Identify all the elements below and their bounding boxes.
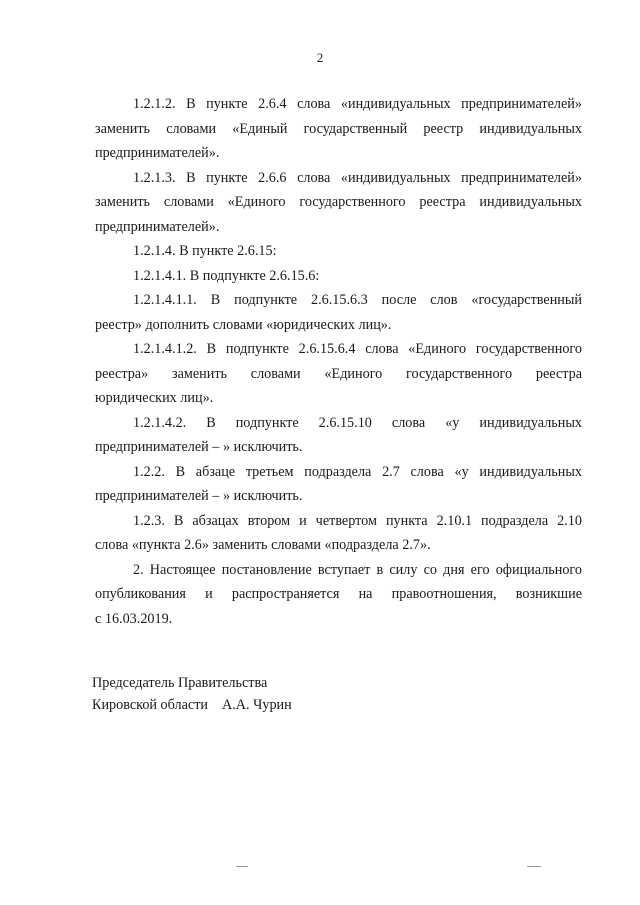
document-body — [95, 92, 582, 631]
signatory-name: А.А. Чурин — [222, 697, 292, 713]
text-line: предпринимателей – » исключить. — [95, 439, 303, 455]
scan-artifact — [527, 866, 541, 867]
text-line: 1.2.2. В абзаце третьем подраздела 2.7 слова «у индивидуальных — [133, 463, 582, 480]
signatory-title: Председатель Правительства — [92, 675, 268, 691]
text-line: 1.2.1.4.1.2. В подпункте 2.6.15.6.4 слова «Единого государственного — [133, 341, 582, 357]
text-line: реестр» дополнить словами «юридических лиц». — [95, 316, 392, 333]
signature-block — [92, 672, 292, 716]
text-line: 1.2.1.4.1. В подпункте 2.6.15.6: — [133, 267, 320, 284]
scan-artifact — [236, 866, 248, 867]
text-line: заменить словами «Единый государственный реестр индивидуальных — [95, 120, 582, 137]
text-line: 1.2.3. В абзацах втором и четвертом пункта 2.10.1 подраздела 2.10 — [133, 512, 582, 529]
text-line: юридических лиц». — [95, 390, 214, 406]
paragraph-1-2-1-2 — [95, 92, 582, 166]
paragraph-1-2-3 — [95, 509, 582, 558]
paragraph-1-2-1-4-2 — [95, 411, 582, 460]
text-line: 1.2.1.4.1.1. В подпункте 2.6.15.6.3 после слов «государственный — [133, 292, 582, 308]
text-line: 1.2.1.3. В пункте 2.6.6 слова «индивидуальных предпринимателей» — [133, 169, 582, 186]
paragraph-1-2-1-4 — [95, 239, 582, 264]
text-line: предпринимателей – » исключить. — [95, 488, 303, 504]
text-line: 1.2.1.4.2. В подпункте 2.6.15.10 слова «у индивидуальных — [133, 414, 582, 431]
text-line: с 16.03.2019. — [95, 610, 173, 627]
paragraph-2-effective-date — [95, 558, 582, 632]
text-line: 1.2.1.4. В пункте 2.6.15: — [133, 243, 277, 259]
text-line: опубликования и распространяется на правоотношения, возникшие — [95, 586, 582, 602]
text-line: заменить словами «Единого государственного реестра индивидуальных — [95, 194, 582, 210]
paragraph-1-2-1-4-1-2 — [95, 337, 582, 411]
paragraph-1-2-1-4-1-1 — [95, 288, 582, 337]
paragraph-1-2-1-4-1 — [95, 264, 582, 289]
signatory-region-line — [92, 694, 292, 716]
text-line: слова «пункта 2.6» заменить словами «подраздела 2.7». — [95, 537, 431, 553]
text-line: предпринимателей». — [95, 145, 220, 161]
paragraph-1-2-2 — [95, 460, 582, 509]
page-number: 2 — [316, 50, 324, 65]
text-line: предпринимателей». — [95, 218, 220, 235]
paragraph-1-2-1-3 — [95, 166, 582, 240]
text-line: 1.2.1.2. В пункте 2.6.4 слова «индивидуальных предпринимателей» — [133, 96, 582, 112]
signatory-region: Кировской области — [92, 697, 208, 713]
text-line: 2. Настоящее постановление вступает в силу со дня его официального — [133, 561, 582, 578]
text-line: реестра» заменить словами «Единого государственного реестра — [95, 365, 582, 382]
